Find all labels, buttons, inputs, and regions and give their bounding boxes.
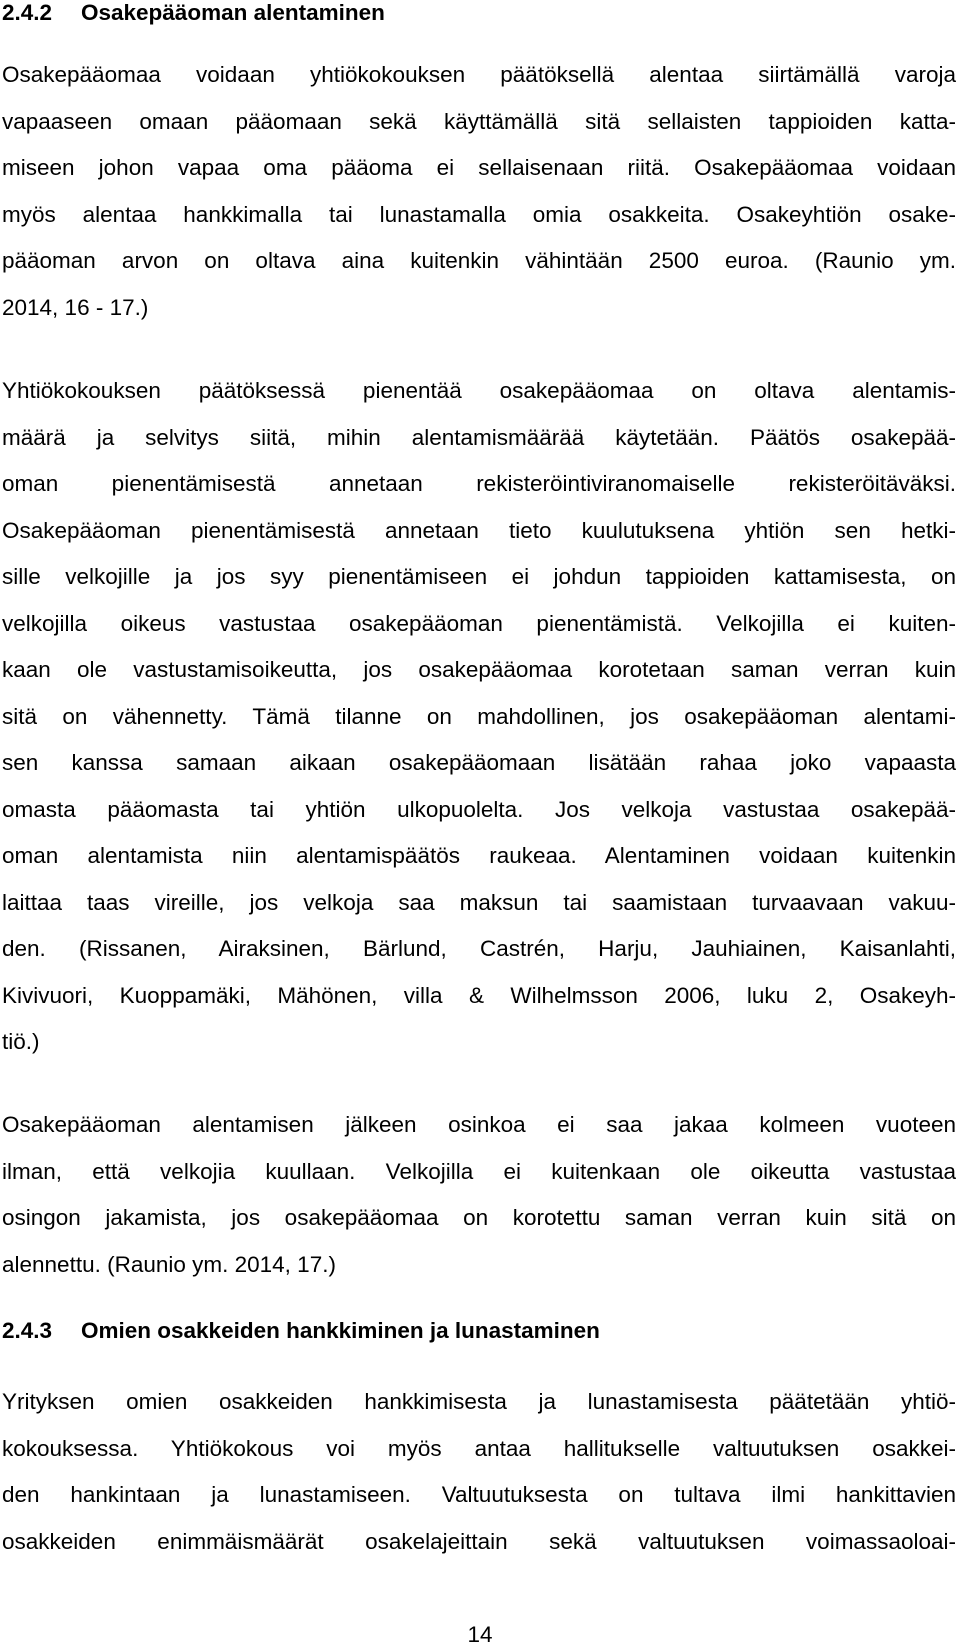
paragraph-1 <box>2 52 956 331</box>
text-line: sen kanssa samaan aikaan osakepääomaan lisätään rahaa joko vapaasta <box>2 750 956 775</box>
text-line: myös alentaa hankkimalla tai lunastamalla omia osakkeita. Osakeyhtiön osake- <box>2 201 956 227</box>
text-line: Yhtiökokouksen päätöksessä pienentää osakepääomaa on oltava alentamis- <box>2 378 956 403</box>
text-line: tiö.) <box>2 1029 40 1054</box>
text-line: den. (Rissanen, Airaksinen, Bärlund, Castrén, Harju, Jauhiainen, Kaisanlahti, <box>2 936 956 961</box>
text-line: laittaa taas vireille, jos velkoja saa maksun tai saamistaan turvaavaan vakuu- <box>2 889 956 915</box>
paragraph-2 <box>2 368 956 1066</box>
text-line: vapaaseen omaan pääomaan sekä käyttämällä sitä sellaisten tappioiden katta- <box>2 108 956 134</box>
text-line: omasta pääomasta tai yhtiön ulkopuolelta. Jos velkoja vastustaa osakepää- <box>2 796 956 822</box>
paragraph-3 <box>2 1102 956 1288</box>
text-line: sitä on vähennetty. Tämä tilanne on mahdollinen, jos osakepääoman alentami- <box>2 703 956 729</box>
text-line: oman alentamista niin alentamispäätös raukeaa. Alentaminen voidaan kuitenkin <box>2 843 956 868</box>
text-line: Yrityksen omien osakkeiden hankkimisesta ja lunastamisesta päätetään yhtiö- <box>2 1389 956 1414</box>
text-line: Kivivuori, Kuoppamäki, Mähönen, villa & Wilhelmsson 2006, luku 2, Osakeyh- <box>2 982 956 1008</box>
page-number: 14 <box>467 1622 493 1647</box>
text-line: Osakepääoman alentamisen jälkeen osinkoa ei saa jakaa kolmeen vuoteen <box>2 1112 956 1137</box>
text-line: 2014, 16 - 17.) <box>2 294 149 320</box>
text-line: Osakepääomaa voidaan yhtiökokouksen päätöksellä alentaa siirtämällä varoja <box>2 62 956 87</box>
section-number: 2.4.2 <box>2 0 53 25</box>
text-line: kaan ole vastustamisoikeutta, jos osakepääomaa korotetaan saman verran kuin <box>2 657 956 682</box>
section-heading-2-4-2 <box>2 0 385 26</box>
text-line: sille velkojille ja jos syy pienentämiseen ei johdun tappioiden kattamisesta, on <box>2 564 956 589</box>
text-line: oman pienentämisestä annetaan rekisteröintiviranomaiselle rekisteröitäväksi. <box>2 471 956 496</box>
text-line: den hankintaan ja lunastamiseen. Valtuutuksesta on tultava ilmi hankittavien <box>2 1482 956 1507</box>
section-number: 2.4.3 <box>2 1318 53 1343</box>
text-line: Osakepääoman pienentämisestä annetaan tieto kuulutuksena yhtiön sen hetki- <box>2 517 956 543</box>
text-line: velkojilla oikeus vastustaa osakepääoman pienentämistä. Velkojilla ei kuiten- <box>2 610 956 636</box>
text-line: määrä ja selvitys siitä, mihin alentamismäärää käytetään. Päätös osakepää- <box>2 424 956 450</box>
section-title: Osakepääoman alentaminen <box>81 0 385 25</box>
text-line: ilman, että velkojia kuullaan. Velkojilla ei kuitenkaan ole oikeutta vastustaa <box>2 1158 956 1184</box>
text-line: osakkeiden enimmäismäärät osakelajeittain sekä valtuutuksen voimassaoloai- <box>2 1528 956 1554</box>
section-title: Omien osakkeiden hankkiminen ja lunastaminen <box>81 1318 600 1343</box>
section-heading-2-4-3 <box>2 1318 600 1344</box>
text-line: pääoman arvon on oltava aina kuitenkin vähintään 2500 euroa. (Raunio ym. <box>2 248 956 273</box>
text-line: miseen johon vapaa oma pääoma ei sellaisenaan riitä. Osakepääomaa voidaan <box>2 155 956 180</box>
text-line: alennettu. (Raunio ym. 2014, 17.) <box>2 1251 336 1277</box>
paragraph-4 <box>2 1379 956 1565</box>
text-line: kokouksessa. Yhtiökokous voi myös antaa hallitukselle valtuutuksen osakkei- <box>2 1435 956 1461</box>
text-line: osingon jakamista, jos osakepääomaa on korotettu saman verran kuin sitä on <box>2 1205 956 1230</box>
